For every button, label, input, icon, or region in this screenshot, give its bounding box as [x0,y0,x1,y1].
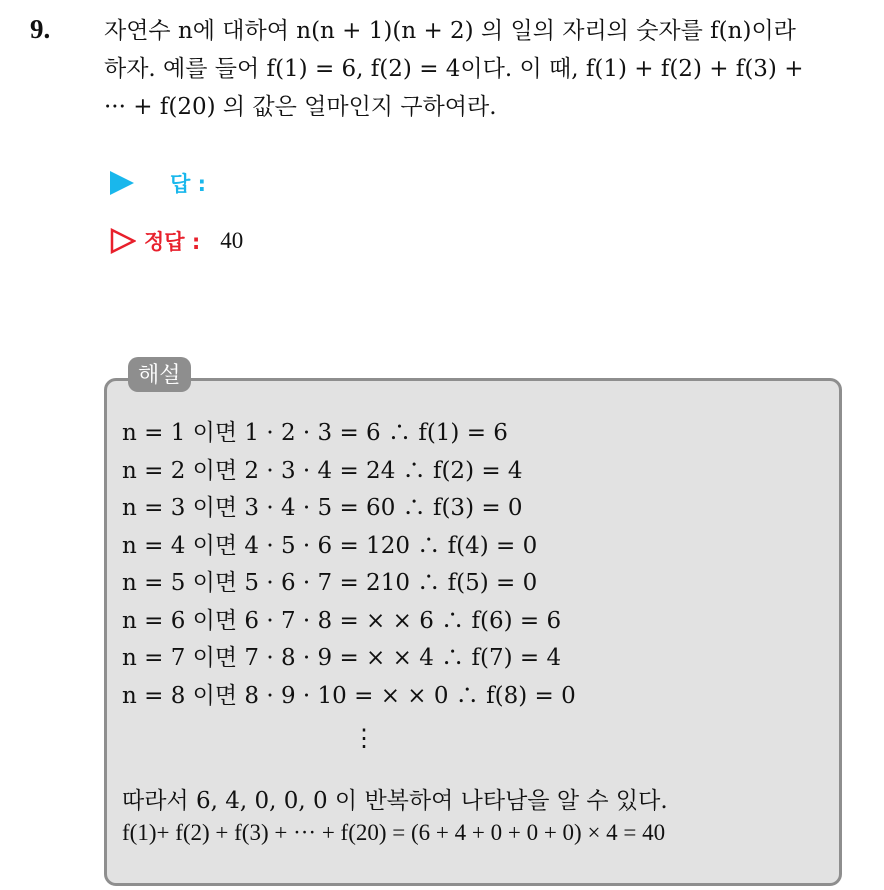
question-line: 자연수 n에 대하여 n(n + 1)(n + 2) 의 일의 자리의 숫자를 f(n)이라 [104,18,796,44]
solution-line: n = 1 이면 1 · 2 · 3 = 6 ∴ f(1) = 6 [122,420,508,446]
solution-line: n = 2 이면 2 · 3 · 4 = 24 ∴ f(2) = 4 [122,457,523,484]
play-triangle-icon [110,171,134,195]
solution-title: 해설 [128,357,191,392]
solution-conclusion: 따라서 6, 4, 0, 0, 0 이 반복하여 나타남을 알 수 있다. [122,788,668,814]
answer-row [110,168,206,198]
solution-lines [122,414,576,714]
correct-answer-row [110,226,243,256]
solution-line: n = 3 이면 3 · 4 · 5 = 60 ∴ f(3) = 0 [122,495,523,521]
solution-line: n = 6 이면 6 · 7 · 8 = × × 6 ∴ f(6) = 6 [122,607,562,634]
solution-line: n = 4 이면 4 · 5 · 6 = 120 ∴ f(4) = 0 [122,532,538,559]
vertical-ellipsis: ⋮ [352,726,376,752]
solution-line: n = 8 이면 8 · 9 · 10 = × × 0 ∴ f(8) = 0 [122,682,576,709]
question-text [104,12,874,126]
correct-answer-value: 40 [220,228,244,253]
answer-label: 답 : [170,172,206,196]
question-line: 하자. 예를 들어 f(1) = 6, f(2) = 4이다. 이 때, f(1) + f(2) + f(3) + [104,56,804,82]
solution-line: n = 5 이면 5 · 6 · 7 = 210 ∴ f(5) = 0 [122,570,538,596]
solution-final-sum: f(1)+ f(2) + f(3) + ··· + f(20) = (6 + 4 + 0 + 0 + 0) × 4 = 40 [122,820,666,845]
correct-answer-label: 정답 : [144,230,201,254]
outline-triangle-icon [110,228,136,254]
question-line: ··· + f(20) 의 값은 얼마인지 구하여라. [104,94,497,120]
question-number: 9. [30,14,51,44]
solution-line: n = 7 이면 7 · 8 · 9 = × × 4 ∴ f(7) = 4 [122,645,562,671]
